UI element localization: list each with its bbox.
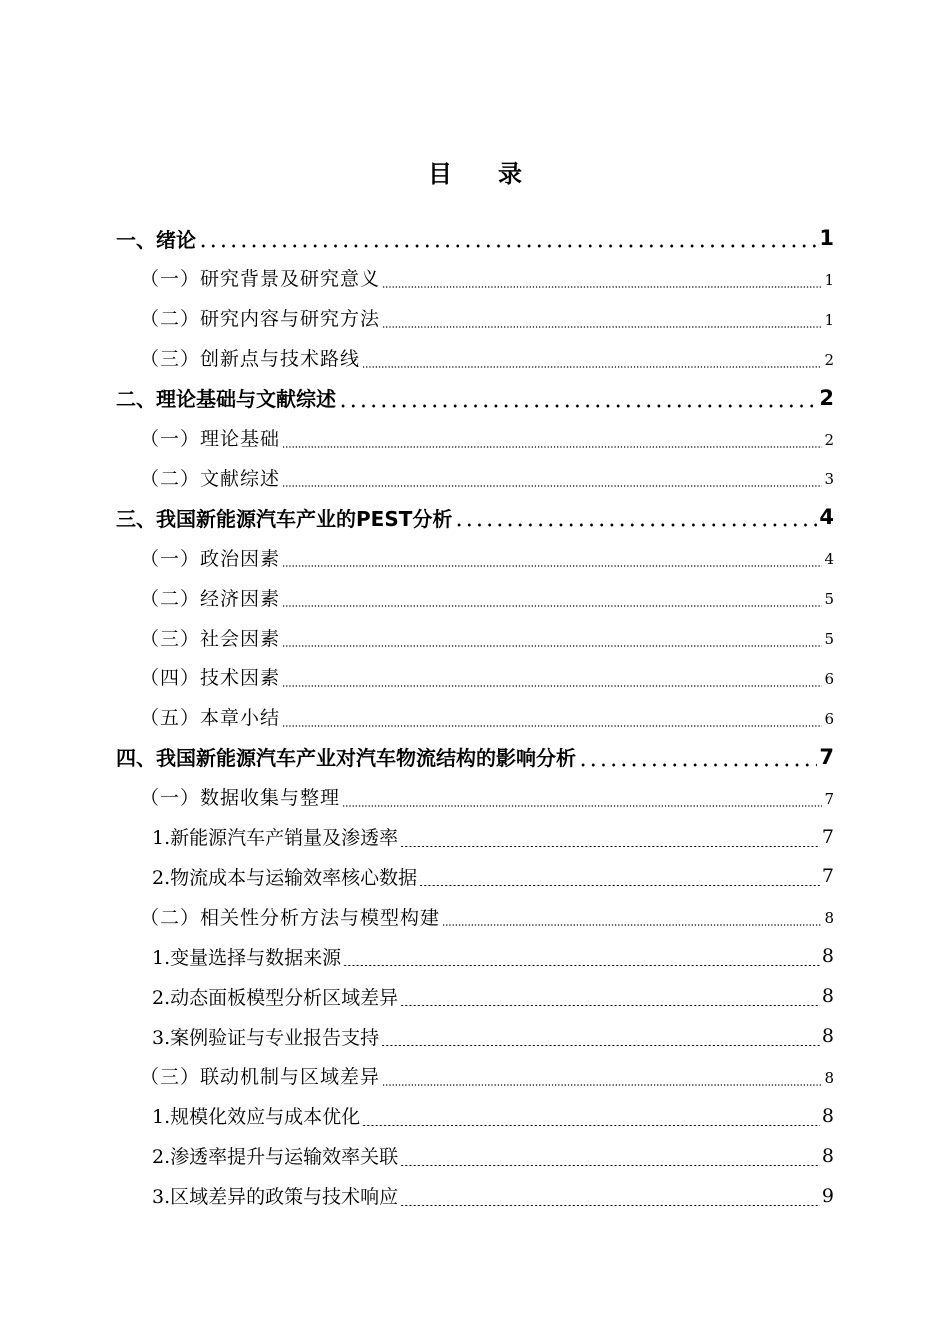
dot-leader [338, 389, 817, 409]
toc-entry-label: 1.变量选择与数据来源 [152, 946, 342, 969]
toc-entry-level-2[interactable] [140, 777, 834, 817]
toc-entry-level-3[interactable] [152, 817, 834, 857]
toc-entry-level-1[interactable] [116, 218, 834, 258]
dot-leader [282, 667, 822, 687]
toc-entry-page-number: 8 [824, 909, 834, 928]
toc-entry-label: 1.新能源汽车产销量及渗透率 [152, 827, 399, 849]
dot-leader [198, 229, 817, 249]
toc-entry-label: （一）政治因素 [140, 547, 281, 570]
toc-entry-label: （二）研究内容与研究方法 [140, 308, 381, 331]
dot-leader [400, 1146, 820, 1166]
toc-entry-level-2[interactable] [140, 537, 834, 577]
dot-leader [578, 748, 817, 768]
dot-leader [400, 1186, 820, 1206]
toc-entry-label: （三）社会因素 [140, 627, 281, 650]
toc-entry-level-2[interactable] [140, 258, 834, 298]
toc-entry-label: （一）研究背景及研究意义 [140, 268, 381, 291]
toc-entry-label: （四）技术因素 [140, 667, 281, 690]
toc-entry-level-1[interactable] [116, 737, 834, 777]
toc-entry-label: 3.区域差异的政策与技术响应 [152, 1186, 399, 1209]
dot-leader [382, 268, 822, 288]
toc-entry-label: 2.渗透率提升与运输效率关联 [152, 1146, 399, 1169]
toc-entry-label: 一、绪论 [116, 227, 196, 252]
toc-entry-page-number: 2 [824, 350, 834, 369]
dot-leader [419, 866, 820, 886]
toc-entry-label: （二）相关性分析方法与模型构建 [140, 906, 441, 929]
toc-entry-level-1[interactable] [116, 378, 834, 418]
toc-entry-label: （三）创新点与技术路线 [140, 348, 361, 371]
toc-entry-page-number: 4 [824, 550, 834, 569]
toc-entry-label: 2.物流成本与运输效率核心数据 [152, 866, 418, 889]
toc-entry-level-2[interactable] [140, 457, 834, 497]
toc-entry-page-number: 9 [821, 1184, 834, 1207]
dot-leader [282, 707, 822, 727]
toc-entry-level-2[interactable] [140, 617, 834, 657]
toc-entry-label: 二、理论基础与文献综述 [116, 387, 336, 412]
dot-leader [381, 1026, 820, 1046]
toc-entry-label: 三、我国新能源汽车产业的PEST分析 [116, 506, 453, 531]
toc-entry-page-number: 7 [821, 865, 834, 888]
toc-entry-label: 2.动态面板模型分析区域差异 [152, 986, 399, 1009]
toc-entry-level-2[interactable] [140, 338, 834, 378]
toc-entry-page-number: 2 [824, 430, 834, 449]
toc-entry-level-2[interactable] [140, 298, 834, 338]
toc-entry-page-number: 8 [821, 1025, 834, 1047]
toc-entry-level-2[interactable] [140, 896, 834, 936]
toc-entry-page-number: 7 [821, 825, 834, 848]
toc-entry-page-number: 1 [824, 310, 834, 329]
toc-entry-label: （五）本章小结 [140, 707, 281, 730]
dot-leader [362, 1106, 820, 1126]
toc-entry-label: （二）经济因素 [140, 587, 281, 610]
toc-entry-label: （二）文献综述 [140, 467, 281, 490]
dot-leader [400, 827, 820, 847]
toc-entry-level-3[interactable] [152, 976, 834, 1016]
toc-entry-label: 四、我国新能源汽车产业对汽车物流结构的影响分析 [116, 746, 576, 771]
toc-entry-page-number: 3 [824, 470, 834, 489]
toc-entry-level-2[interactable] [140, 697, 834, 737]
dot-leader [382, 1066, 822, 1086]
dot-leader [400, 986, 820, 1006]
dot-leader [382, 308, 822, 328]
dot-leader [442, 906, 822, 926]
dot-leader [454, 508, 817, 528]
toc-entry-page-number: 8 [821, 1144, 834, 1167]
toc-entry-page-number: 1 [824, 270, 834, 289]
toc-entry-label: 3.案例验证与专业报告支持 [152, 1026, 380, 1049]
toc-entry-label: 1.规模化效应与成本优化 [152, 1106, 361, 1129]
toc-entry-label: （三）联动机制与区域差异 [140, 1066, 381, 1089]
toc-entry-page-number: 1 [819, 226, 834, 250]
dot-leader [282, 428, 822, 448]
toc-entry-page-number: 8 [821, 985, 834, 1008]
toc-entry-page-number: 4 [819, 505, 834, 530]
toc-title: 目录 [428, 160, 568, 188]
toc-entry-level-2[interactable] [140, 1056, 834, 1096]
toc-entry-level-3[interactable] [152, 1096, 834, 1136]
dot-leader [282, 467, 822, 487]
toc-entry-level-3[interactable] [152, 936, 834, 976]
dot-leader [282, 587, 822, 607]
toc-entry-level-3[interactable] [152, 1136, 834, 1176]
toc-entry-level-2[interactable] [140, 418, 834, 458]
toc-entry-page-number: 6 [824, 669, 834, 688]
toc-entry-label: （一）数据收集与整理 [140, 787, 341, 810]
toc-entry-level-2[interactable] [140, 577, 834, 617]
toc-entry-page-number: 8 [821, 1104, 834, 1127]
toc-entry-level-3[interactable] [152, 1176, 834, 1216]
dot-leader [342, 787, 822, 807]
toc-entry-page-number: 5 [824, 630, 834, 648]
toc-entry-level-2[interactable] [140, 657, 834, 697]
toc-entry-page-number: 8 [824, 1068, 834, 1087]
toc-entry-level-3[interactable] [152, 1016, 834, 1056]
toc-entry-level-3[interactable] [152, 856, 834, 896]
toc-entry-level-1[interactable] [116, 497, 834, 537]
toc-entry-page-number: 7 [819, 744, 834, 769]
toc-entry-page-number: 2 [819, 385, 834, 410]
dot-leader [282, 627, 822, 647]
toc-entry-page-number: 5 [824, 590, 834, 609]
toc-entry-page-number: 7 [824, 789, 834, 808]
dot-leader [343, 946, 820, 966]
toc-entry-page-number: 8 [821, 945, 834, 968]
dot-leader [362, 348, 822, 368]
toc-entry-label: （一）理论基础 [140, 428, 281, 450]
dot-leader [282, 547, 822, 567]
toc-entry-page-number: 6 [824, 709, 834, 728]
